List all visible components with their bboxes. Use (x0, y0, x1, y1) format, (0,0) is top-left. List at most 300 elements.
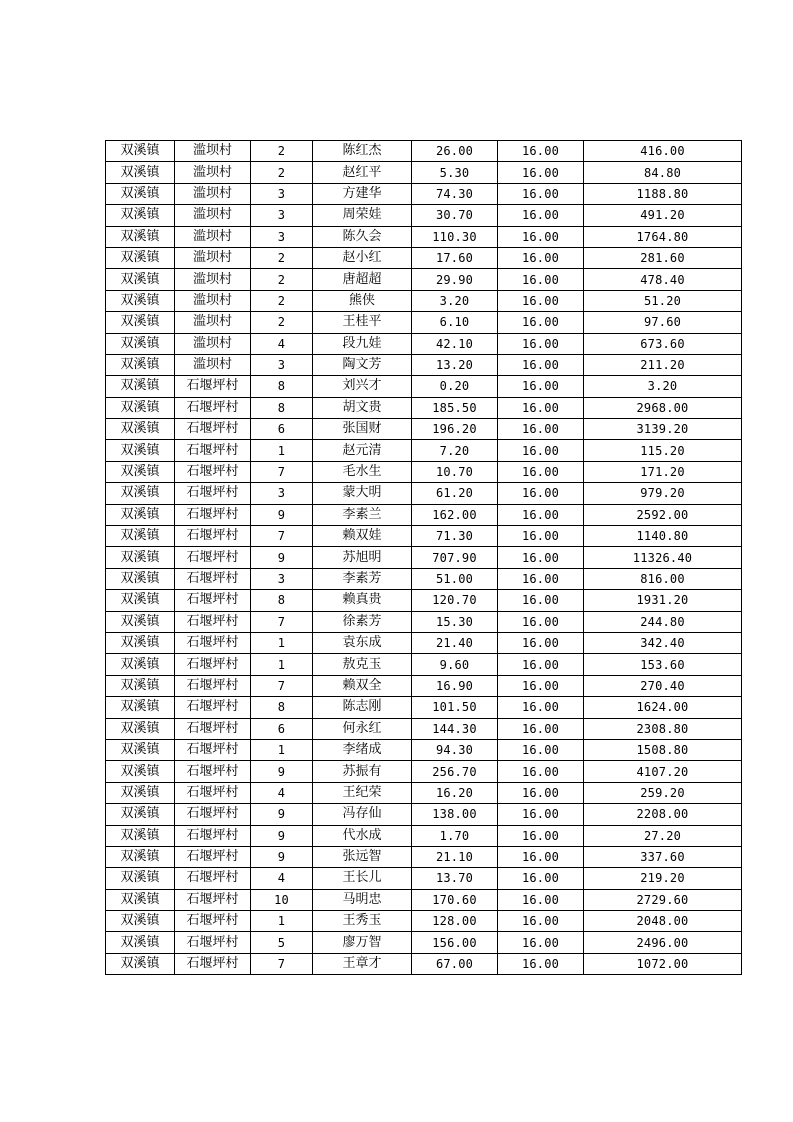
village-cell: 石堰坪村 (175, 697, 251, 718)
table-row (106, 547, 742, 568)
name-cell: 苏旭明 (313, 547, 412, 568)
town-cell: 双溪镇 (106, 461, 175, 482)
name-cell: 王秀玉 (313, 911, 412, 932)
area-cell: 101.50 (412, 697, 498, 718)
rate-cell: 16.00 (498, 141, 584, 162)
amount-cell: 342.40 (584, 632, 742, 653)
town-cell: 双溪镇 (106, 590, 175, 611)
rate-cell: 16.00 (498, 739, 584, 760)
rate-cell: 16.00 (498, 397, 584, 418)
village-cell: 滥坝村 (175, 141, 251, 162)
rate-cell: 16.00 (498, 697, 584, 718)
village-cell: 石堰坪村 (175, 739, 251, 760)
rate-cell: 16.00 (498, 354, 584, 375)
town-cell: 双溪镇 (106, 290, 175, 311)
group-cell: 7 (251, 526, 313, 547)
area-cell: 185.50 (412, 397, 498, 418)
rate-cell: 16.00 (498, 804, 584, 825)
group-cell: 1 (251, 632, 313, 653)
rate-cell: 16.00 (498, 590, 584, 611)
table-row (106, 718, 742, 739)
area-cell: 51.00 (412, 568, 498, 589)
amount-cell: 1072.00 (584, 953, 742, 974)
town-cell: 双溪镇 (106, 611, 175, 632)
area-cell: 0.20 (412, 376, 498, 397)
name-cell: 周荣娃 (313, 205, 412, 226)
village-cell: 石堰坪村 (175, 675, 251, 696)
group-cell: 8 (251, 376, 313, 397)
rate-cell: 16.00 (498, 846, 584, 867)
town-cell: 双溪镇 (106, 547, 175, 568)
name-cell: 方建华 (313, 183, 412, 204)
area-cell: 16.90 (412, 675, 498, 696)
amount-cell: 115.20 (584, 440, 742, 461)
area-cell: 707.90 (412, 547, 498, 568)
village-cell: 石堰坪村 (175, 953, 251, 974)
town-cell: 双溪镇 (106, 333, 175, 354)
rate-cell: 16.00 (498, 290, 584, 311)
village-cell: 石堰坪村 (175, 483, 251, 504)
group-cell: 4 (251, 333, 313, 354)
rate-cell: 16.00 (498, 269, 584, 290)
area-cell: 61.20 (412, 483, 498, 504)
table-row (106, 141, 742, 162)
amount-cell: 3.20 (584, 376, 742, 397)
town-cell: 双溪镇 (106, 804, 175, 825)
table-row (106, 889, 742, 910)
amount-cell: 270.40 (584, 675, 742, 696)
amount-cell: 244.80 (584, 611, 742, 632)
name-cell: 廖万智 (313, 932, 412, 953)
amount-cell: 2496.00 (584, 932, 742, 953)
area-cell: 256.70 (412, 761, 498, 782)
town-cell: 双溪镇 (106, 440, 175, 461)
name-cell: 何永红 (313, 718, 412, 739)
village-cell: 石堰坪村 (175, 718, 251, 739)
area-cell: 156.00 (412, 932, 498, 953)
amount-cell: 211.20 (584, 354, 742, 375)
group-cell: 3 (251, 226, 313, 247)
table-row (106, 932, 742, 953)
amount-cell: 1624.00 (584, 697, 742, 718)
village-cell: 石堰坪村 (175, 568, 251, 589)
table-row (106, 675, 742, 696)
rate-cell: 16.00 (498, 761, 584, 782)
town-cell: 双溪镇 (106, 247, 175, 268)
town-cell: 双溪镇 (106, 825, 175, 846)
amount-cell: 1764.80 (584, 226, 742, 247)
name-cell: 赖双全 (313, 675, 412, 696)
table-row (106, 953, 742, 974)
town-cell: 双溪镇 (106, 718, 175, 739)
table-row (106, 782, 742, 803)
table-row (106, 247, 742, 268)
village-cell: 石堰坪村 (175, 846, 251, 867)
group-cell: 9 (251, 846, 313, 867)
rate-cell: 16.00 (498, 611, 584, 632)
area-cell: 67.00 (412, 953, 498, 974)
amount-cell: 27.20 (584, 825, 742, 846)
area-cell: 71.30 (412, 526, 498, 547)
village-cell: 石堰坪村 (175, 825, 251, 846)
area-cell: 120.70 (412, 590, 498, 611)
area-cell: 5.30 (412, 162, 498, 183)
name-cell: 李素芳 (313, 568, 412, 589)
group-cell: 3 (251, 354, 313, 375)
group-cell: 8 (251, 397, 313, 418)
group-cell: 3 (251, 205, 313, 226)
rate-cell: 16.00 (498, 504, 584, 525)
rate-cell: 16.00 (498, 333, 584, 354)
village-cell: 石堰坪村 (175, 419, 251, 440)
village-cell: 石堰坪村 (175, 654, 251, 675)
village-cell: 石堰坪村 (175, 590, 251, 611)
town-cell: 双溪镇 (106, 269, 175, 290)
group-cell: 7 (251, 675, 313, 696)
table-row (106, 461, 742, 482)
table-row (106, 526, 742, 547)
name-cell: 赵元清 (313, 440, 412, 461)
village-cell: 滥坝村 (175, 162, 251, 183)
name-cell: 敖克玉 (313, 654, 412, 675)
group-cell: 6 (251, 419, 313, 440)
name-cell: 赖真贵 (313, 590, 412, 611)
name-cell: 唐超超 (313, 269, 412, 290)
group-cell: 1 (251, 911, 313, 932)
town-cell: 双溪镇 (106, 632, 175, 653)
area-cell: 196.20 (412, 419, 498, 440)
town-cell: 双溪镇 (106, 312, 175, 333)
village-cell: 石堰坪村 (175, 611, 251, 632)
amount-cell: 97.60 (584, 312, 742, 333)
group-cell: 2 (251, 141, 313, 162)
table-row (106, 632, 742, 653)
rate-cell: 16.00 (498, 632, 584, 653)
town-cell: 双溪镇 (106, 183, 175, 204)
group-cell: 9 (251, 761, 313, 782)
town-cell: 双溪镇 (106, 675, 175, 696)
table-row (106, 226, 742, 247)
table-row (106, 333, 742, 354)
table-row (106, 504, 742, 525)
area-cell: 3.20 (412, 290, 498, 311)
area-cell: 21.10 (412, 846, 498, 867)
amount-cell: 2729.60 (584, 889, 742, 910)
group-cell: 9 (251, 804, 313, 825)
town-cell: 双溪镇 (106, 354, 175, 375)
table-row (106, 483, 742, 504)
group-cell: 1 (251, 654, 313, 675)
rate-cell: 16.00 (498, 654, 584, 675)
amount-cell: 259.20 (584, 782, 742, 803)
group-cell: 3 (251, 568, 313, 589)
amount-cell: 2308.80 (584, 718, 742, 739)
area-cell: 30.70 (412, 205, 498, 226)
group-cell: 3 (251, 183, 313, 204)
area-cell: 1.70 (412, 825, 498, 846)
group-cell: 2 (251, 162, 313, 183)
village-cell: 滥坝村 (175, 333, 251, 354)
village-cell: 滥坝村 (175, 183, 251, 204)
table-row (106, 911, 742, 932)
village-cell: 石堰坪村 (175, 632, 251, 653)
rate-cell: 16.00 (498, 461, 584, 482)
group-cell: 7 (251, 953, 313, 974)
rate-cell: 16.00 (498, 526, 584, 547)
village-cell: 石堰坪村 (175, 761, 251, 782)
group-cell: 10 (251, 889, 313, 910)
village-cell: 石堰坪村 (175, 932, 251, 953)
amount-cell: 11326.40 (584, 547, 742, 568)
town-cell: 双溪镇 (106, 568, 175, 589)
amount-cell: 1188.80 (584, 183, 742, 204)
rate-cell: 16.00 (498, 889, 584, 910)
table-row (106, 654, 742, 675)
table-row (106, 611, 742, 632)
area-cell: 74.30 (412, 183, 498, 204)
name-cell: 陶文芳 (313, 354, 412, 375)
town-cell: 双溪镇 (106, 226, 175, 247)
rate-cell: 16.00 (498, 825, 584, 846)
village-cell: 石堰坪村 (175, 804, 251, 825)
town-cell: 双溪镇 (106, 761, 175, 782)
group-cell: 7 (251, 461, 313, 482)
amount-cell: 337.60 (584, 846, 742, 867)
area-cell: 110.30 (412, 226, 498, 247)
rate-cell: 16.00 (498, 205, 584, 226)
town-cell: 双溪镇 (106, 889, 175, 910)
town-cell: 双溪镇 (106, 846, 175, 867)
village-cell: 滥坝村 (175, 247, 251, 268)
village-cell: 石堰坪村 (175, 440, 251, 461)
group-cell: 9 (251, 504, 313, 525)
name-cell: 赵红平 (313, 162, 412, 183)
table-row (106, 419, 742, 440)
amount-cell: 1140.80 (584, 526, 742, 547)
village-cell: 石堰坪村 (175, 504, 251, 525)
name-cell: 王长儿 (313, 868, 412, 889)
group-cell: 1 (251, 440, 313, 461)
town-cell: 双溪镇 (106, 654, 175, 675)
town-cell: 双溪镇 (106, 932, 175, 953)
rate-cell: 16.00 (498, 226, 584, 247)
area-cell: 29.90 (412, 269, 498, 290)
name-cell: 刘兴才 (313, 376, 412, 397)
group-cell: 6 (251, 718, 313, 739)
amount-cell: 219.20 (584, 868, 742, 889)
rate-cell: 16.00 (498, 568, 584, 589)
village-cell: 石堰坪村 (175, 526, 251, 547)
village-cell: 石堰坪村 (175, 782, 251, 803)
town-cell: 双溪镇 (106, 526, 175, 547)
amount-cell: 416.00 (584, 141, 742, 162)
table-row (106, 868, 742, 889)
area-cell: 128.00 (412, 911, 498, 932)
village-cell: 石堰坪村 (175, 397, 251, 418)
area-cell: 9.60 (412, 654, 498, 675)
rate-cell: 16.00 (498, 376, 584, 397)
rate-cell: 16.00 (498, 868, 584, 889)
table-body (106, 141, 742, 975)
rate-cell: 16.00 (498, 247, 584, 268)
name-cell: 张国财 (313, 419, 412, 440)
name-cell: 赵小红 (313, 247, 412, 268)
group-cell: 5 (251, 932, 313, 953)
town-cell: 双溪镇 (106, 419, 175, 440)
amount-cell: 816.00 (584, 568, 742, 589)
town-cell: 双溪镇 (106, 697, 175, 718)
village-cell: 滥坝村 (175, 312, 251, 333)
group-cell: 7 (251, 611, 313, 632)
rate-cell: 16.00 (498, 162, 584, 183)
name-cell: 王桂平 (313, 312, 412, 333)
area-cell: 13.20 (412, 354, 498, 375)
name-cell: 马明忠 (313, 889, 412, 910)
area-cell: 16.20 (412, 782, 498, 803)
area-cell: 170.60 (412, 889, 498, 910)
group-cell: 8 (251, 590, 313, 611)
town-cell: 双溪镇 (106, 141, 175, 162)
table-row (106, 846, 742, 867)
table-row (106, 290, 742, 311)
village-cell: 滥坝村 (175, 205, 251, 226)
amount-cell: 979.20 (584, 483, 742, 504)
amount-cell: 4107.20 (584, 761, 742, 782)
table-row (106, 825, 742, 846)
table-row (106, 804, 742, 825)
town-cell: 双溪镇 (106, 205, 175, 226)
name-cell: 王纪荣 (313, 782, 412, 803)
town-cell: 双溪镇 (106, 504, 175, 525)
town-cell: 双溪镇 (106, 868, 175, 889)
amount-cell: 2592.00 (584, 504, 742, 525)
rate-cell: 16.00 (498, 953, 584, 974)
amount-cell: 491.20 (584, 205, 742, 226)
name-cell: 陈红杰 (313, 141, 412, 162)
amount-cell: 478.40 (584, 269, 742, 290)
rate-cell: 16.00 (498, 675, 584, 696)
name-cell: 代水成 (313, 825, 412, 846)
group-cell: 1 (251, 739, 313, 760)
town-cell: 双溪镇 (106, 782, 175, 803)
amount-cell: 2208.00 (584, 804, 742, 825)
town-cell: 双溪镇 (106, 739, 175, 760)
village-cell: 石堰坪村 (175, 868, 251, 889)
amount-cell: 171.20 (584, 461, 742, 482)
village-cell: 石堰坪村 (175, 547, 251, 568)
group-cell: 2 (251, 312, 313, 333)
village-cell: 石堰坪村 (175, 911, 251, 932)
village-cell: 石堰坪村 (175, 889, 251, 910)
rate-cell: 16.00 (498, 440, 584, 461)
rate-cell: 16.00 (498, 483, 584, 504)
town-cell: 双溪镇 (106, 953, 175, 974)
name-cell: 冯存仙 (313, 804, 412, 825)
table-row (106, 397, 742, 418)
village-cell: 石堰坪村 (175, 461, 251, 482)
table-row (106, 590, 742, 611)
name-cell: 王章才 (313, 953, 412, 974)
table-row (106, 761, 742, 782)
group-cell: 3 (251, 483, 313, 504)
name-cell: 陈志刚 (313, 697, 412, 718)
group-cell: 2 (251, 269, 313, 290)
name-cell: 蒙大明 (313, 483, 412, 504)
table-row (106, 354, 742, 375)
name-cell: 张远智 (313, 846, 412, 867)
area-cell: 17.60 (412, 247, 498, 268)
amount-cell: 2048.00 (584, 911, 742, 932)
name-cell: 毛水生 (313, 461, 412, 482)
amount-cell: 1508.80 (584, 739, 742, 760)
village-cell: 石堰坪村 (175, 376, 251, 397)
table-row (106, 739, 742, 760)
table-row (106, 568, 742, 589)
group-cell: 9 (251, 547, 313, 568)
name-cell: 袁东成 (313, 632, 412, 653)
town-cell: 双溪镇 (106, 397, 175, 418)
village-cell: 滥坝村 (175, 269, 251, 290)
town-cell: 双溪镇 (106, 483, 175, 504)
amount-cell: 2968.00 (584, 397, 742, 418)
name-cell: 李绪成 (313, 739, 412, 760)
rate-cell: 16.00 (498, 547, 584, 568)
rate-cell: 16.00 (498, 782, 584, 803)
area-cell: 42.10 (412, 333, 498, 354)
name-cell: 段九娃 (313, 333, 412, 354)
data-table (105, 140, 742, 975)
group-cell: 2 (251, 247, 313, 268)
area-cell: 10.70 (412, 461, 498, 482)
village-cell: 滥坝村 (175, 354, 251, 375)
area-cell: 7.20 (412, 440, 498, 461)
table-row (106, 269, 742, 290)
area-cell: 21.40 (412, 632, 498, 653)
rate-cell: 16.00 (498, 183, 584, 204)
table-row (106, 183, 742, 204)
table-row (106, 697, 742, 718)
group-cell: 8 (251, 697, 313, 718)
table-row (106, 162, 742, 183)
area-cell: 138.00 (412, 804, 498, 825)
area-cell: 6.10 (412, 312, 498, 333)
area-cell: 144.30 (412, 718, 498, 739)
area-cell: 26.00 (412, 141, 498, 162)
village-cell: 滥坝村 (175, 226, 251, 247)
rate-cell: 16.00 (498, 718, 584, 739)
group-cell: 2 (251, 290, 313, 311)
rate-cell: 16.00 (498, 312, 584, 333)
area-cell: 13.70 (412, 868, 498, 889)
group-cell: 9 (251, 825, 313, 846)
name-cell: 胡文贵 (313, 397, 412, 418)
rate-cell: 16.00 (498, 911, 584, 932)
group-cell: 4 (251, 782, 313, 803)
name-cell: 苏振有 (313, 761, 412, 782)
group-cell: 4 (251, 868, 313, 889)
amount-cell: 153.60 (584, 654, 742, 675)
table-row (106, 440, 742, 461)
town-cell: 双溪镇 (106, 376, 175, 397)
name-cell: 李素兰 (313, 504, 412, 525)
area-cell: 162.00 (412, 504, 498, 525)
name-cell: 赖双娃 (313, 526, 412, 547)
amount-cell: 51.20 (584, 290, 742, 311)
village-cell: 滥坝村 (175, 290, 251, 311)
name-cell: 徐素芳 (313, 611, 412, 632)
area-cell: 15.30 (412, 611, 498, 632)
rate-cell: 16.00 (498, 419, 584, 440)
